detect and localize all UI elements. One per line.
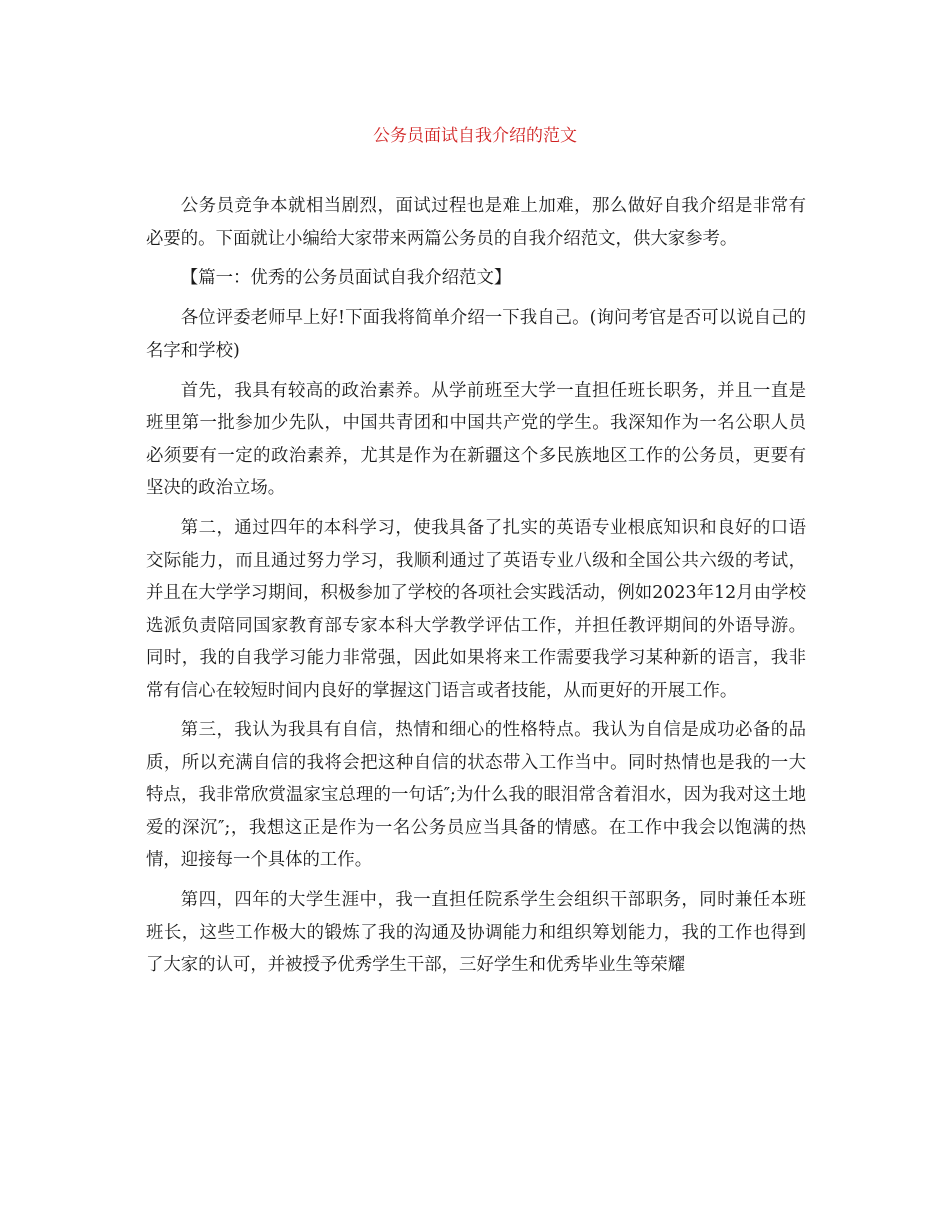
paragraph-greeting: 各位评委老师早上好!下面我将简单介绍一下我自己。(询问考官是否可以说自己的名字和学校) <box>146 308 806 361</box>
section-heading: 【篇一：优秀的公务员面试自我介绍范文】 <box>180 268 512 289</box>
paragraph-intro: 公务员竞争本就相当剧烈，面试过程也是难上加难，那么做好自我介绍是非常有必要的。下面就让小编给大家带来两篇公务员的自我介绍范文，供大家参考。 <box>146 196 806 249</box>
paragraph-first: 首先，我具有较高的政治素养。从学前班至大学一直担任班长职务，并且一直是班里第一批参加少先队，中国共青团和中国共产党的学生。我深知作为一名公职人员必须要有一定的政治素养，尤其是作为在新疆这个多民族地区工作的公务员，更要有坚决的政治立场。 <box>146 380 806 499</box>
document-title: 公务员面试自我介绍的范文 <box>373 126 577 146</box>
paragraph-fourth: 第四，四年的大学生涯中，我一直担任院系学生会组织干部职务，同时兼任本班班长，这些工作极大的锻炼了我的沟通及协调能力和组织筹划能力，我的工作也得到了大家的认可，并被授予优秀学生干部，三好学生和优秀毕业生等荣耀 <box>146 890 806 976</box>
document-body <box>146 190 806 989</box>
paragraph-second: 第二，通过四年的本科学习，使我具备了扎实的英语专业根底知识和良好的口语交际能力，而且通过努力学习，我顺利通过了英语专业八级和全国公共六级的考试，并且在大学学习期间，积极参加了学校的各项社会实践活动，例如2023年12月由学校选派负责陪同国家教育部专家本科大学教学评估工作，并担任教评期间的外语导游。同时，我的自我学习能力非常强，因此如果将来工作需要我学习某种新的语言，我非常有信心在较短时间内良好的掌握这门语言或者技能，从而更好的开展工作。 <box>146 518 806 701</box>
paragraph-third: 第三，我认为我具有自信，热情和细心的性格特点。我认为自信是成功必备的品质，所以充满自信的我将会把这种自信的状态带入工作当中。同时热情也是我的一大特点，我非常欣赏温家宝总理的一句话″;为什么我的眼泪常含着泪水，因为我对这土地爱的深沉″;，我想这正是作为一名公务员应当具备的情感。在工作中我会以饱满的热情，迎接每一个具体的工作。 <box>146 720 806 871</box>
